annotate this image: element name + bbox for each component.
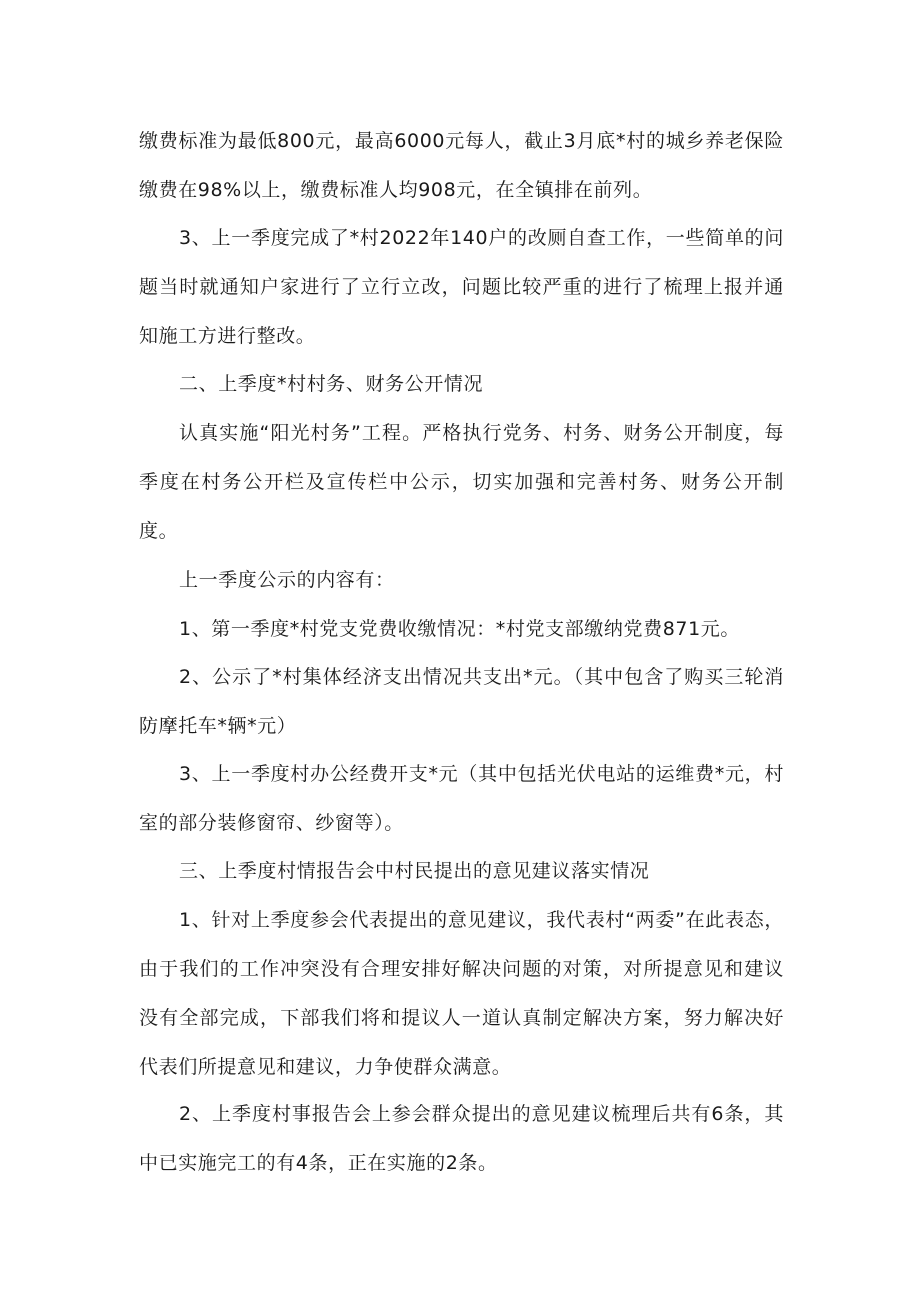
- list-item-party-fees: 1、第一季度*村党支党费收缴情况：*村党支部缴纳党费871元。: [179, 618, 740, 640]
- paragraph-toilet-inspection: 3、上一季度完成了*村2022年140户的改厕自查工作，一些简单的问题当时就通知户家进行了立行立改，问题比较严重的进行了梳理上报并通知施工方进行整改。: [139, 227, 784, 347]
- paragraph-disclosure-intro: 上一季度公示的内容有：: [179, 569, 395, 591]
- paragraph-opinion-response: 1、针对上季度参会代表提出的意见建议，我代表村“两委”在此表态，由于我们的工作冲突没有合理安排好解决问题的对策，对所提意见和建议没有全部完成，下部我们将和提议人一道认真制定解决方案，努力解决好代表们所提意见和建议，力争使群众满意。: [139, 909, 784, 1078]
- heading-section-two: 二、上季度*村村务、财务公开情况: [179, 373, 484, 395]
- paragraph-opinion-summary: 2、上季度村事报告会上参会群众提出的意见建议梳理后共有6条，其中已实施完工的有4条，正在实施的2条。: [139, 1103, 784, 1174]
- list-item-collective-expenditure: 2、公示了*村集体经济支出情况共支出*元。（其中包含了购买三轮消防摩托车*辆*元）: [139, 666, 784, 737]
- list-item-office-expenses: 3、上一季度村办公经费开支*元（其中包括光伏电站的运维费*元，村室的部分装修窗帘、纱窗等）。: [139, 763, 784, 834]
- heading-section-three: 三、上季度村情报告会中村民提出的意见建议落实情况: [179, 860, 650, 882]
- paragraph-pension-payment: 缴费标准为最低800元，最高6000元每人，截止3月底*村的城乡养老保险缴费在98%以上，缴费标准人均908元，在全镇排在前列。: [139, 130, 784, 201]
- paragraph-sunshine-village: 认真实施“阳光村务”工程。严格执行党务、村务、财务公开制度，每季度在村务公开栏及宣传栏中公示，切实加强和完善村务、财务公开制度。: [139, 422, 784, 542]
